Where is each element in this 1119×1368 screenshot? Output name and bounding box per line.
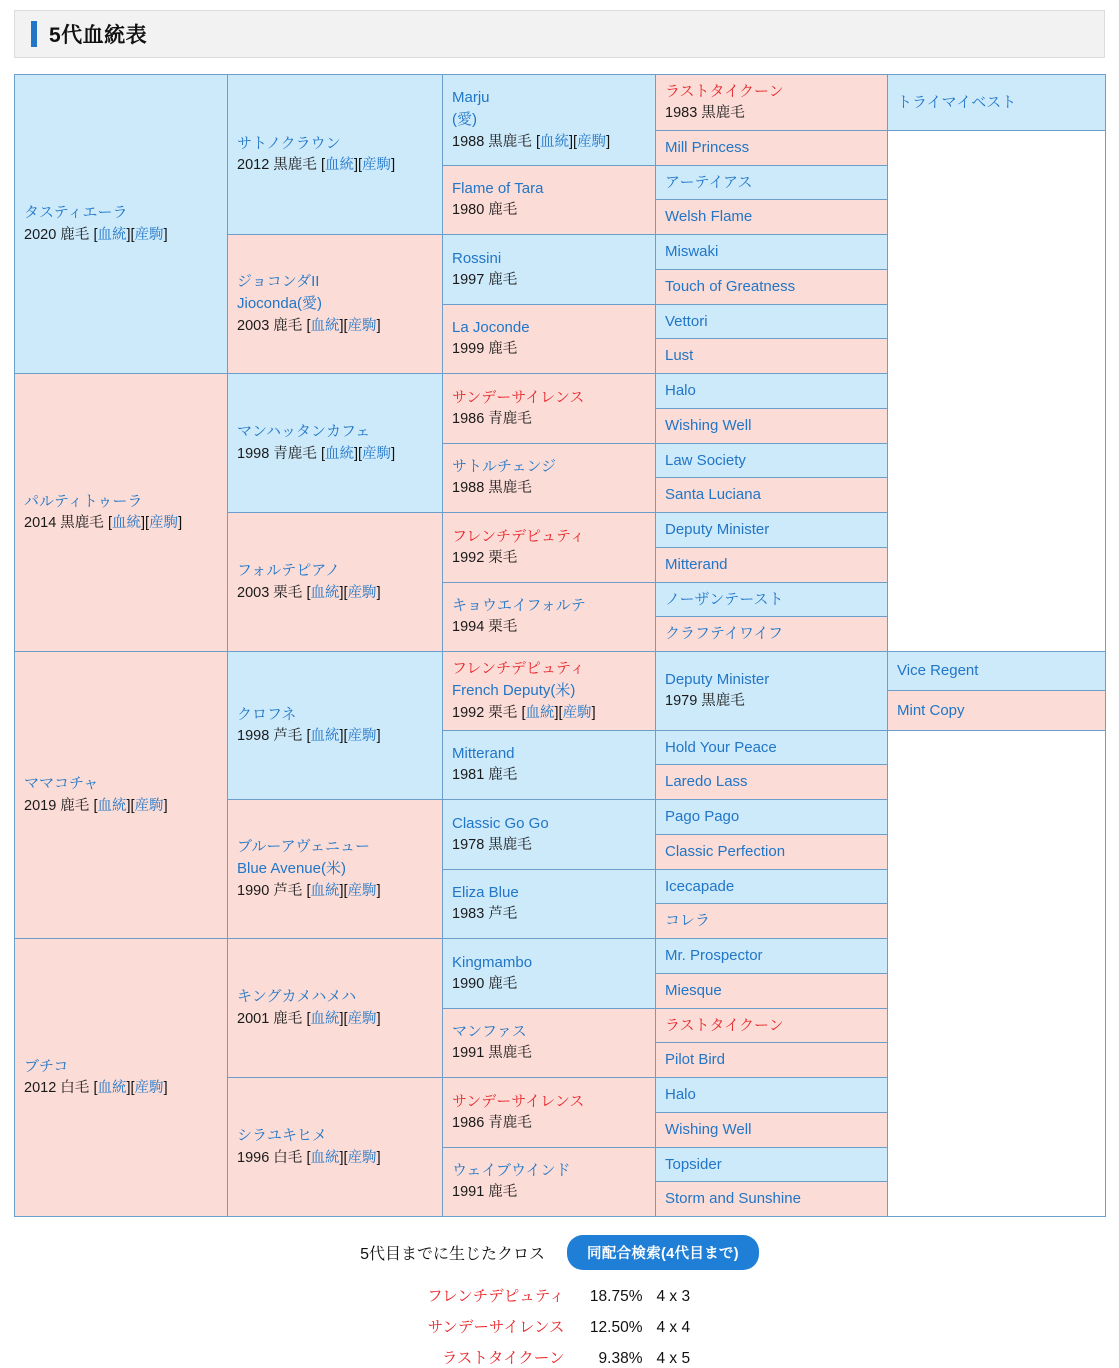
cross-list: [0, 1284, 1119, 1368]
horse-name[interactable]: Hold Your Peace: [665, 738, 777, 756]
horse-links[interactable]: [血統][産駒]: [306, 882, 381, 899]
pedigree-cell-gen5[interactable]: [656, 1182, 888, 1217]
horse-meta: 1996 白毛: [237, 1149, 303, 1166]
cross-horse-name[interactable]: ラストタイクーン: [441, 1350, 565, 1368]
pedigree-cell-gen5[interactable]: [656, 834, 888, 869]
horse-name[interactable]: トライマイベスト: [897, 93, 1017, 111]
horse-meta: 2003 鹿毛: [237, 317, 303, 334]
pedigree-cell-gen5[interactable]: [656, 200, 888, 235]
horse-name[interactable]: Halo: [665, 382, 696, 400]
cross-percent: 12.50%: [589, 1319, 643, 1337]
pedigree-cell-gen5[interactable]: [656, 408, 888, 443]
pedigree-cell-gen5[interactable]: [656, 730, 888, 765]
cross-generations: 4 x 4: [656, 1319, 691, 1337]
horse-meta: 1990 芦毛: [237, 882, 303, 899]
horse-name[interactable]: Wishing Well: [665, 1120, 752, 1138]
cross-horse-name[interactable]: フレンチデピュティ: [427, 1288, 565, 1306]
horse-meta: 1980 鹿毛: [452, 202, 518, 219]
pedigree-cell-gen5[interactable]: [656, 1043, 888, 1078]
horse-name[interactable]: マンファス: [452, 1023, 527, 1041]
pedigree-cell-gen5[interactable]: [656, 582, 888, 617]
horse-meta: 1986 青鹿毛: [452, 410, 532, 427]
pedigree-cell-gen4[interactable]: [443, 939, 656, 1009]
horse-meta: 1998 青鹿毛: [237, 445, 317, 462]
horse-meta: 2012 黒鹿毛: [237, 157, 317, 174]
pedigree-cell-gen2-sire[interactable]: [228, 75, 443, 235]
horse-name[interactable]: ブチコ: [24, 1057, 69, 1075]
horse-name[interactable]: Icecapade: [665, 877, 735, 895]
horse-meta: 1981 鹿毛: [452, 767, 518, 784]
pedigree-cell-gen5[interactable]: [656, 513, 888, 548]
horse-links[interactable]: [血統][産駒]: [93, 797, 168, 814]
horse-name[interactable]: マンハッタンカフェ: [237, 423, 371, 441]
horse-name[interactable]: Welsh Flame: [665, 208, 753, 226]
horse-links[interactable]: [血統][産駒]: [306, 1010, 381, 1027]
list-item: [350, 1284, 770, 1306]
link-ketto[interactable]: 血統: [310, 317, 340, 334]
pedigree-cell-gen4[interactable]: [443, 800, 656, 870]
horse-name[interactable]: Wishing Well: [665, 416, 752, 434]
pedigree-cell-gen4[interactable]: [443, 235, 656, 305]
pedigree-cell-gen2-sire[interactable]: [228, 652, 443, 800]
horse-meta: 1990 鹿毛: [452, 975, 518, 992]
pedigree-cell-gen3[interactable]: [228, 374, 443, 513]
horse-name[interactable]: Marju: [452, 89, 490, 106]
horse-name[interactable]: Pilot Bird: [665, 1051, 726, 1069]
link-ketto[interactable]: 血統: [540, 133, 569, 150]
link-sanku[interactable]: 産駒: [134, 797, 164, 814]
horse-meta: 2014 黒鹿毛: [24, 515, 104, 532]
pedigree-cell-gen5[interactable]: [656, 973, 888, 1008]
horse-name[interactable]: Mitterand: [452, 745, 515, 763]
pedigree-cell-gen5[interactable]: [656, 304, 888, 339]
horse-meta: 1994 栗毛: [452, 619, 518, 636]
pedigree-cell-gen5[interactable]: [888, 691, 1106, 730]
table-row: [15, 652, 1106, 691]
horse-name[interactable]: Mint Copy: [897, 701, 965, 719]
list-item: [350, 1346, 770, 1368]
pedigree-cell-gen3[interactable]: [443, 652, 656, 731]
horse-name-sub: Blue Avenue(米): [237, 860, 346, 878]
horse-meta: 1988 黒鹿毛: [452, 133, 532, 150]
horse-name[interactable]: シラユキヒメ: [237, 1127, 328, 1145]
horse-name[interactable]: Pago Pago: [665, 808, 740, 826]
horse-name[interactable]: Law Society: [665, 451, 746, 469]
horse-name[interactable]: Halo: [665, 1086, 696, 1104]
horse-name[interactable]: クロフネ: [237, 705, 297, 723]
pedigree-cell-gen5[interactable]: [656, 478, 888, 513]
link-sanku[interactable]: 産駒: [134, 226, 164, 243]
pedigree-cell-gen3[interactable]: [228, 939, 443, 1078]
pedigree-cell-gen1-dam[interactable]: [15, 652, 228, 939]
pedigree-cell-gen4[interactable]: [443, 443, 656, 513]
horse-meta: 1997 鹿毛: [452, 271, 518, 288]
link-ketto[interactable]: 血統: [310, 728, 340, 745]
link-sanku[interactable]: 産駒: [562, 704, 592, 721]
cross-generations: 4 x 5: [656, 1350, 691, 1368]
pedigree-cell-gen4[interactable]: [443, 869, 656, 939]
cross-section-header: [0, 1235, 1119, 1270]
horse-name-sub: French Deputy(米): [452, 681, 576, 699]
horse-name[interactable]: パルティトゥーラ: [24, 492, 143, 510]
horse-name[interactable]: Topsider: [665, 1155, 722, 1173]
pedigree-cell-gen4[interactable]: [443, 1008, 656, 1078]
horse-name[interactable]: Mr. Prospector: [665, 947, 763, 965]
pedigree-cell-gen5[interactable]: [656, 617, 888, 652]
horse-links[interactable]: [血統][産駒]: [535, 133, 611, 150]
pedigree-cell-gen5[interactable]: [656, 547, 888, 582]
table-row: [15, 75, 1106, 131]
horse-name[interactable]: Mitterand: [665, 555, 728, 573]
pedigree-cell-gen2-dam[interactable]: [15, 374, 228, 652]
horse-name[interactable]: Mill Princess: [665, 138, 750, 156]
horse-meta: 1983 黒鹿毛: [665, 104, 745, 121]
horse-name[interactable]: フレンチデピュティ: [452, 660, 585, 678]
horse-name[interactable]: サンデーサイレンス: [452, 388, 585, 406]
pedigree-cell-gen4[interactable]: [443, 374, 656, 444]
link-ketto[interactable]: 血統: [325, 157, 354, 174]
link-ketto[interactable]: 血統: [97, 226, 127, 243]
horse-meta: 1978 黒鹿毛: [452, 836, 532, 853]
list-item: [350, 1315, 770, 1337]
horse-name[interactable]: フレンチデピュティ: [452, 527, 585, 545]
link-ketto[interactable]: 血統: [310, 1149, 340, 1166]
horse-meta: 1992 栗毛: [452, 704, 518, 721]
horse-name[interactable]: クラフテイワイフ: [665, 625, 784, 643]
horse-meta: 2019 鹿毛: [24, 797, 90, 814]
horse-meta: 1986 青鹿毛: [452, 1114, 532, 1131]
horse-name[interactable]: Laredo Lass: [665, 773, 748, 791]
horse-meta: 2012 白毛: [24, 1080, 90, 1097]
horse-meta: 2020 鹿毛: [24, 226, 90, 243]
pedigree-cell-gen4[interactable]: [443, 1147, 656, 1217]
horse-links[interactable]: [血統][産駒]: [107, 515, 183, 532]
horse-name[interactable]: Deputy Minister: [665, 671, 770, 689]
horse-links[interactable]: [血統][産駒]: [306, 1149, 381, 1166]
pedigree-cell-gen5[interactable]: [656, 1008, 888, 1043]
horse-name[interactable]: La Joconde: [452, 319, 530, 337]
page-title: 5代血統表: [49, 24, 148, 47]
pedigree-table-wrapper: [14, 74, 1105, 1217]
same-mating-search-button[interactable]: 同配合検索(4代目まで): [567, 1235, 759, 1270]
horse-links[interactable]: [血統][産駒]: [306, 728, 381, 745]
pedigree-cell-gen5[interactable]: [656, 904, 888, 939]
link-sanku[interactable]: 産駒: [347, 317, 377, 334]
pedigree-cell-gen5[interactable]: [656, 130, 888, 165]
link-sanku[interactable]: 産駒: [577, 133, 607, 150]
pedigree-cell-gen3[interactable]: [228, 235, 443, 374]
pedigree-cell-gen5[interactable]: [656, 374, 888, 409]
horse-name[interactable]: サトルチェンジ: [452, 458, 557, 476]
horse-name[interactable]: ジョコンダII: [237, 273, 320, 291]
pedigree-cell-gen5[interactable]: [656, 339, 888, 374]
horse-name[interactable]: Miswaki: [665, 243, 719, 261]
horse-name[interactable]: Classic Perfection: [665, 842, 786, 860]
horse-name[interactable]: Classic Go Go: [452, 814, 549, 832]
pedigree-cell-gen5[interactable]: [656, 165, 888, 200]
link-ketto[interactable]: 血統: [97, 1080, 127, 1097]
pedigree-cell-gen5[interactable]: [656, 765, 888, 800]
link-sanku[interactable]: 産駒: [347, 1010, 377, 1027]
table-row: [15, 939, 1106, 974]
horse-meta: 1992 栗毛: [452, 549, 518, 566]
horse-meta: 1998 芦毛: [237, 728, 303, 745]
link-sanku[interactable]: 産駒: [149, 515, 179, 532]
pedigree-cell-gen4[interactable]: [443, 582, 656, 652]
pedigree-cell-gen5[interactable]: [888, 652, 1106, 691]
horse-name-sub: (愛): [452, 110, 477, 128]
horse-name[interactable]: ノーザンテースト: [665, 590, 784, 608]
horse-name[interactable]: Deputy Minister: [665, 521, 770, 539]
horse-name[interactable]: Miesque: [665, 981, 722, 999]
horse-name[interactable]: Flame of Tara: [452, 180, 544, 198]
horse-meta: 1991 鹿毛: [452, 1184, 518, 1201]
pedigree-table: [14, 74, 1106, 1217]
link-ketto[interactable]: 血統: [112, 515, 141, 532]
cross-section-label: 5代目までに生じたクロス: [360, 1246, 546, 1264]
horse-name[interactable]: ラストタイクーン: [665, 1016, 784, 1034]
pedigree-cell-gen3[interactable]: [228, 800, 443, 939]
horse-name[interactable]: Lust: [665, 347, 694, 365]
pedigree-cell-gen3[interactable]: [228, 513, 443, 652]
pedigree-cell-gen3[interactable]: [228, 1078, 443, 1217]
horse-links[interactable]: [血統][産駒]: [521, 704, 596, 721]
link-ketto[interactable]: 血統: [310, 1010, 340, 1027]
link-ketto[interactable]: 血統: [310, 882, 340, 899]
horse-name[interactable]: Kingmambo: [452, 953, 533, 971]
horse-name[interactable]: ウェイブウインド: [452, 1162, 571, 1180]
horse-meta: 1988 黒鹿毛: [452, 480, 532, 497]
horse-meta: 2001 鹿毛: [237, 1010, 303, 1027]
pedigree-page: [0, 10, 1119, 1368]
horse-name[interactable]: Eliza Blue: [452, 884, 519, 902]
horse-name[interactable]: Storm and Sunshine: [665, 1190, 801, 1208]
pedigree-cell-gen5[interactable]: [656, 1112, 888, 1147]
horse-name[interactable]: Vettori: [665, 312, 708, 330]
pedigree-cell-gen5[interactable]: [656, 1147, 888, 1182]
cross-percent: 18.75%: [589, 1288, 643, 1306]
link-sanku[interactable]: 産駒: [362, 157, 392, 174]
link-sanku[interactable]: 産駒: [347, 1149, 377, 1166]
table-row: [15, 374, 1106, 409]
horse-meta: 1983 芦毛: [452, 906, 518, 923]
pedigree-cell-gen2-dam[interactable]: [15, 939, 228, 1217]
horse-name[interactable]: Rossini: [452, 249, 502, 267]
horse-name[interactable]: Vice Regent: [897, 662, 979, 680]
horse-name[interactable]: キングカメハメハ: [237, 988, 357, 1006]
horse-meta: 1979 黒鹿毛: [665, 693, 745, 710]
horse-name[interactable]: ママコチャ: [24, 775, 99, 793]
horse-name[interactable]: キョウエイフォルテ: [452, 597, 586, 615]
horse-links[interactable]: [血統][産駒]: [93, 226, 168, 243]
pedigree-cell-gen5[interactable]: [656, 800, 888, 835]
link-ketto[interactable]: 血統: [525, 704, 555, 721]
pedigree-cell-gen3[interactable]: [443, 75, 656, 166]
link-sanku[interactable]: 産駒: [347, 882, 377, 899]
pedigree-cell-gen5[interactable]: [656, 443, 888, 478]
pedigree-cell-gen1-sire[interactable]: [15, 75, 228, 374]
pedigree-cell-gen4[interactable]: [443, 1078, 656, 1148]
pedigree-cell-gen5[interactable]: [888, 75, 1106, 131]
link-ketto[interactable]: 血統: [310, 584, 340, 601]
cross-percent: 9.38%: [598, 1350, 643, 1368]
page-header: [14, 10, 1105, 58]
horse-name[interactable]: サトノクラウン: [237, 134, 341, 152]
link-sanku[interactable]: 産駒: [134, 1080, 164, 1097]
cross-horse-name[interactable]: サンデーサイレンス: [427, 1319, 565, 1337]
pedigree-cell-gen4[interactable]: [443, 304, 656, 374]
horse-links[interactable]: [血統][産駒]: [93, 1080, 168, 1097]
horse-name[interactable]: アーテイアス: [665, 173, 753, 191]
link-ketto[interactable]: 血統: [97, 797, 127, 814]
horse-links[interactable]: [血統][産駒]: [320, 445, 396, 462]
link-ketto[interactable]: 血統: [325, 445, 354, 462]
pedigree-cell-gen4[interactable]: [443, 730, 656, 800]
horse-name[interactable]: サンデーサイレンス: [452, 1092, 585, 1110]
horse-name[interactable]: タスティエーラ: [24, 204, 128, 222]
header-accent-bar: [31, 21, 37, 47]
pedigree-cell-gen4[interactable]: [443, 165, 656, 235]
horse-meta: 1999 鹿毛: [452, 341, 518, 358]
horse-links[interactable]: [血統][産駒]: [306, 317, 381, 334]
horse-meta: 2003 栗毛: [237, 584, 303, 601]
pedigree-cell-gen4[interactable]: [443, 513, 656, 583]
pedigree-cell-gen5[interactable]: [656, 269, 888, 304]
cross-generations: 4 x 3: [656, 1288, 691, 1306]
pedigree-cell-gen4[interactable]: [656, 75, 888, 131]
horse-meta: 1991 黒鹿毛: [452, 1045, 532, 1062]
pedigree-cell-gen5[interactable]: [656, 1078, 888, 1113]
horse-name[interactable]: ラストタイクーン: [665, 83, 784, 100]
horse-links[interactable]: [血統][産駒]: [306, 584, 381, 601]
pedigree-cell-gen5[interactable]: [656, 235, 888, 270]
horse-name[interactable]: Touch of Greatness: [665, 277, 796, 295]
horse-links[interactable]: [血統][産駒]: [320, 157, 396, 174]
link-sanku[interactable]: 産駒: [347, 728, 377, 745]
horse-name[interactable]: Santa Luciana: [665, 486, 761, 504]
horse-name-sub: Jioconda(愛): [237, 295, 323, 312]
pedigree-cell-gen5[interactable]: [656, 869, 888, 904]
link-sanku[interactable]: 産駒: [362, 445, 392, 462]
horse-name[interactable]: コレラ: [665, 912, 711, 930]
pedigree-cell-gen5[interactable]: [656, 939, 888, 974]
horse-name[interactable]: フォルテピアノ: [237, 562, 341, 580]
horse-name[interactable]: ブルーアヴェニュー: [237, 838, 371, 856]
pedigree-cell-gen4[interactable]: [656, 652, 888, 731]
link-sanku[interactable]: 産駒: [347, 584, 377, 601]
